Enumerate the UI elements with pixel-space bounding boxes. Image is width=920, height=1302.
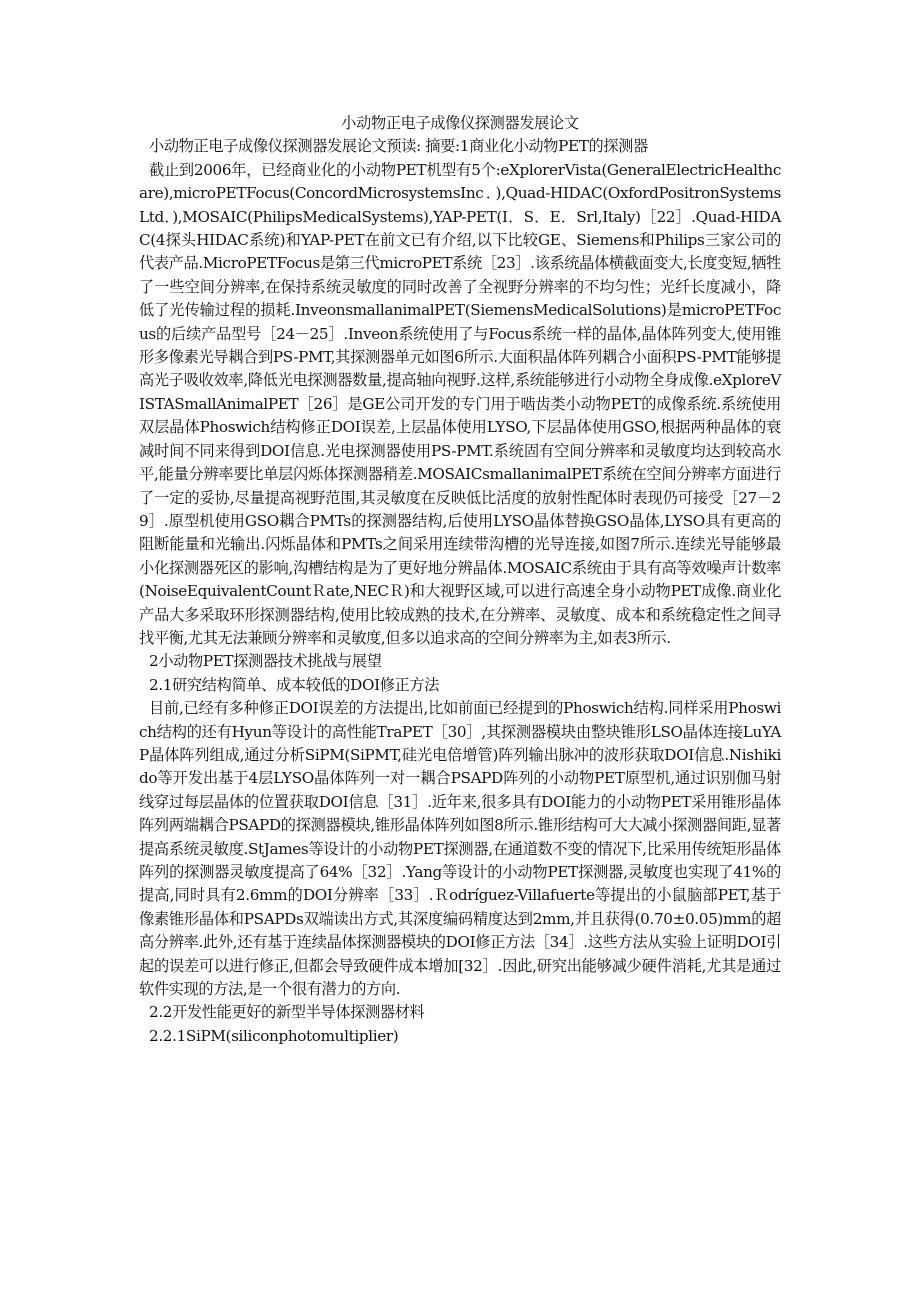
body-paragraph-1: 截止到2006年，已经商业化的小动物PET机型有5个:eXplorerVista(GeneralElectricHealthcare),microPETFocus(ConcordMicrosystemsInc．),Quad-HIDAC(OxfordPositronSystemsLtd．),MOSAIC(PhilipsMedicalSystems),YAP-PET(I．S．E．Srl,Italy)［22］.Quad-HIDAC(4探头HIDAC系统)和YAP-PET在前文已有介绍,以下比较GE、Siemens和Philips三家公司的代表产品.MicroPETFocus是第三代microPET系统［23］.该系统晶体横截面变大,长度变短,牺牲了一些空间分辨率,在保持系统灵敏度的同时改善了全视野分辨率的不均匀性；光纤长度减小，降低了光传输过程的损耗.InveonsmallanimalPET(SiemensMedicalSolutions)是microPETFocus的后续产品型号［24－25］.Inveon系统使用了与Focus系统一样的晶体,晶体阵列变大,使用锥形多像素光导耦合到PS-PMT,其探测器单元如图6所示.大面积晶体阵列耦合小面积PS-PMT能够提高光子吸收效率,降低光电探测器数量,提高轴向视野.这样,系统能够进行小动物全身成像.eXploreVISTASmallAnimalPET［26］是GE公司开发的专门用于啮齿类小动物PET的成像系统.系统使用双层晶体Phoswich结构修正DOI误差,上层晶体使用LYSO,下层晶体使用GSO,根据两种晶体的衰减时间不同来得到DOI信息.光电探测器使用PS-PMT.系统固有空间分辨率和灵敏度均达到较高水平,能量分辨率要比单层闪烁体探测器稍差.MOSAICsmallanimalPET系统在空间分辨率方面进行了一定的妥协,尽量提高视野范围,其灵敏度在反映低比活度的放射性配体时表现仍可接受［27－29］.原型机使用GSO耦合PMTs的探测器结构,后使用LYSO晶体替换GSO晶体,LYSO具有更高的阻断能量和光输出.闪烁晶体和PMTs之间采用连续带沟槽的光导连接,如图7所示.连续光导能够最小化探测器死区的影响,沟槽结构是为了更好地分辨晶体.MOSAIC系统由于具有高等效噪声计数率(NoiseEquivalentCountＲate,NECＲ)和大视野区域,可以进行高速全身小动物PET成像.商业化产品大多采取环形探测器结构,使用比较成熟的技术,在分辨率、灵敏度、成本和系统稳定性之间寻找平衡,尤其无法兼顾分辨率和灵敏度,但多以追求高的空间分辨率为主,如表3所示. bbox=[139, 160, 781, 647]
document-page bbox=[139, 112, 781, 1048]
body-paragraph-2: 目前,已经有多种修正DOI误差的方法提出,比如前面已经提到的Phoswich结构.同样采用Phoswich结构的还有Hyun等设计的高性能TraPET［30］,其探测器模块由整块锥形LSO晶体连接LuYAP晶体阵列组成,通过分析SiPM(SiPMT,硅光电倍增管)阵列输出脉冲的波形获取DOI信息.Nishikido等开发出基于4层LYSO晶体阵列一对一耦合PSAPD阵列的小动物PET原型机,通过识别伽马射线穿过每层晶体的位置获取DOI信息［31］.近年来,很多具有DOI能力的小动物PET采用锥形晶体阵列两端耦合PSAPD的探测器模块,锥形晶体阵列如图8所示.锥形结构可大大减小探测器间距,显著提高系统灵敏度.StJames等设计的小动物PET探测器,在通道数不变的情况下,比采用传统矩形晶体阵列的探测器灵敏度提高了64%［32］.Yang等设计的小动物PET探测器,灵敏度也实现了41%的提高,同时具有2.6mm的DOI分辨率［33］.Ｒodríguez-Villafuerte等提出的小鼠脑部PET,基于像素锥形晶体和PSAPDs双端读出方式,其深度编码精度达到2mm,并且获得(0.70±0.05)mm的超高分辨率.此外,还有基于连续晶体探测器模块的DOI修正方法［34］.这些方法从实验上证明DOI引起的误差可以进行修正,但都会导致硬件成本增加[32］.因此,研究出能够减少硬件消耗,尤其是通过软件实现的方法,是一个很有潜力的方向. bbox=[139, 699, 781, 999]
section-heading-2-1: 2.1研究结构简单、成本较低的DOI修正方法 bbox=[149, 675, 440, 694]
section-heading-2-2: 2.2开发性能更好的新型半导体探测器材料 bbox=[149, 1003, 425, 1022]
intro-line: 小动物正电子成像仪探测器发展论文预读: 摘要:1商业化小动物PET的探测器 bbox=[149, 137, 648, 156]
section-heading-2-2-1: 2.2.1SiPM(siliconphotomultiplier) bbox=[149, 1026, 399, 1045]
section-heading-2: 2小动物PET探测器技术挑战与展望 bbox=[149, 652, 382, 671]
page-title: 小动物正电子成像仪探测器发展论文 bbox=[341, 114, 579, 132]
